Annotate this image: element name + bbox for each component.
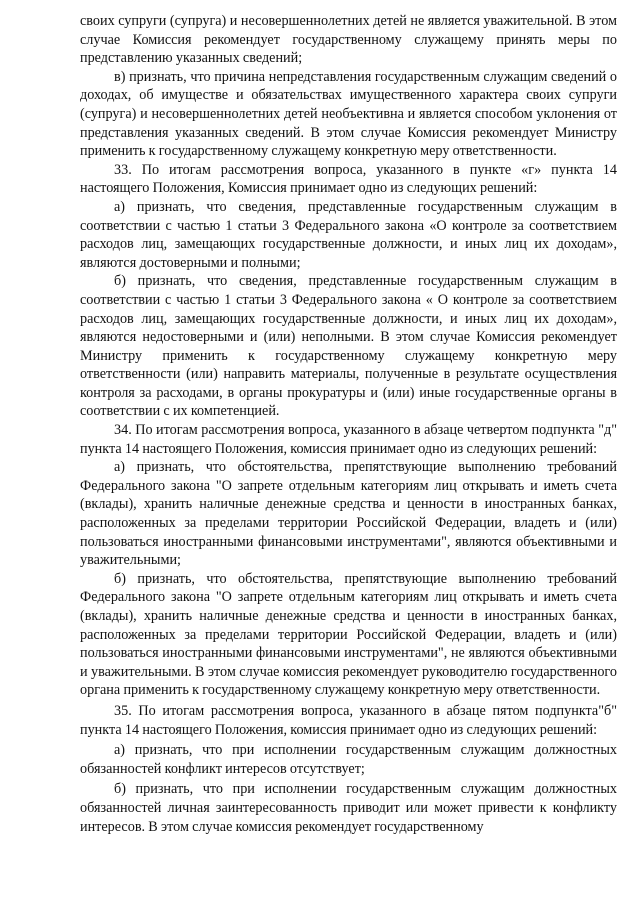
paragraph-33-a: а) признать, что сведения, представленные государственным служащим в соответствии с частью 1 статьи 3 Федерального закона «О контроле за соответствием расходов лиц, замещающих государственные должности, и иных лиц их доходам», являются достоверными и полными; xyxy=(80,198,617,271)
paragraph-33-b: б) признать, что сведения, представленные государственным служащим в соответствии с частью 1 статьи 3 Федерального закона « О контроле за соответствием расходов лиц, замещающих государственные должности, и иных лиц их доходам», являются недостоверными и (или) неполными. В этом случае Комиссия рекомендует Министру применить к государственному служащему конкретную меру ответственности (или) направить материалы, полученные в результате осуществления контроля за расходами, в органы прокуратуры и (или) иные государственные органы в соответствии с их компетенцией. xyxy=(80,273,617,420)
paragraph-35-a: а) признать, что при исполнении государственным служащим должностных обязанностей конфликт интересов отсутствует; xyxy=(80,742,617,777)
paragraph-34: 34. По итогам рассмотрения вопроса, указанного в абзаце четвертом подпункта "д" пункта 14 настоящего Положения, комиссия принимает одно из следующих решений: xyxy=(80,422,617,457)
paragraph-34-a: а) признать, что обстоятельства, препятствующие выполнению требований Федерального закона "О запрете отдельным категориям лиц открывать и иметь счета (вклады), хранить наличные денежные средства и ценности в иностранных банках, расположенных за пределами территории Российской Федерации, владеть и (или) пользоваться иностранными финансовыми инструментами", являются объективными и уважительными; xyxy=(80,459,617,569)
paragraph-35: 35. По итогам рассмотрения вопроса, указанного в абзаце пятом подпункта"б" пункта 14 настоящего Положения, комиссия принимает одно из следующих решений: xyxy=(80,702,617,738)
paragraph-continuation: своих супруги (супруга) и несовершеннолетних детей не является уважительной. В этом случае Комиссия рекомендует государственному служащему принять меры по представлению указанных сведений; xyxy=(80,13,617,67)
document-page xyxy=(80,12,617,836)
paragraph-34-b: б) признать, что обстоятельства, препятствующие выполнению требований Федерального закона "О запрете отдельным категориям лиц открывать и иметь счета (вклады), хранить наличные денежные средства и ценности в иностранных банках, расположенных за пределами территории Российской Федерации, владеть и (или) пользоваться иностранными финансовыми инструментами", не являются объективными и уважительными. В этом случае комиссия рекомендует руководителю государственного органа применить к государственному служащему конкретную меру ответственности. xyxy=(80,570,617,699)
paragraph-35-b: б) признать, что при исполнении государственным служащим должностных обязанностей личная заинтересованность приводит или может привести к конфликту интересов. В этом случае комиссия рекомендует государственному xyxy=(80,781,617,835)
paragraph-32-v: в) признать, что причина непредставления государственным служащим сведений о доходах, об имуществе и обязательствах имущественного характера своих супруги (супруга) и несовершеннолетних детей необъективна и является способом уклонения от представления указанных сведений. В этом случае Комиссия рекомендует Министру применить к государственному служащему конкретную меру ответственности. xyxy=(80,68,617,160)
paragraph-33: 33. По итогам рассмотрения вопроса, указанного в пункте «г» пункта 14 настоящего Положения, Комиссия принимает одно из следующих решений: xyxy=(80,161,617,197)
